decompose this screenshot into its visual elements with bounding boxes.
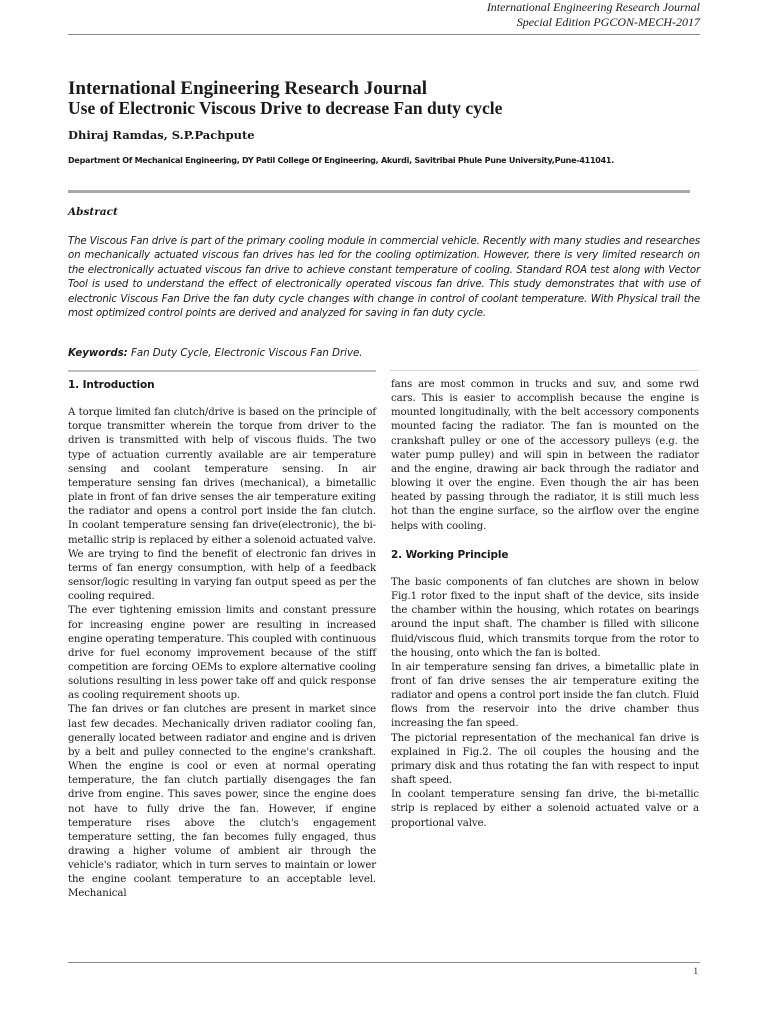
keywords <box>68 348 700 359</box>
journal-name: International Engineering Research Journal <box>68 78 428 99</box>
paragraph: The fan drives or fan clutches are present in market since last few decades. Mechanically driven radiator cooling fan, generally located between radiator and engine and is driven by a belt and pulley connected to the engine's crankshaft. When the engine is cool or even at normal operating temperature, the fan clutch partially disengages the fan drive from engine. This saves power, since the engine does not have to fully drive the fan. However, if engine temperature rises above the clutch's engagement temperature setting, the fan becomes fully engaged, thus drawing a higher volume of ambient air through the vehicle's radiator, which in turn serves to maintain or lower the engine coolant temperature to an acceptable level. Mechanical <box>68 704 376 900</box>
paragraph: The ever tightening emission limits and constant pressure for increasing engine power are resulting in increased engine operating temperature. This coupled with continuous drive for fuel economy improvement because of the stiff competition are forcing OEMs to explore alternative cooling solutions resulting in less power take off and quick response as cooling requirement shoots up. <box>68 605 376 702</box>
section-divider <box>68 190 690 193</box>
spacer <box>391 534 699 548</box>
paragraph: In coolant temperature sensing fan drive, the bi-metallic strip is replaced by either a solenoid actuated valve or a proportional valve. <box>391 789 699 829</box>
running-head-journal: International Engineering Research Journal <box>486 0 700 14</box>
affiliation: Department Of Mechanical Engineering, DY Patil College Of Engineering, Akurdi, Savitribai Phule Pune University,Pune-411041. <box>68 156 615 165</box>
paper-title: Use of Electronic Viscous Drive to decrease Fan duty cycle <box>68 98 503 118</box>
paragraph: In air temperature sensing fan drives, a bimetallic plate in front of fan drive senses the air temperature exiting the radiator and opens a control port inside the fan clutch. Fluid flows from the reservoir into the drive chamber thus increasing the fan speed. <box>391 661 699 730</box>
running-head <box>487 0 700 30</box>
left-column <box>68 378 376 902</box>
section-heading-working-principle: 2. Working Principle <box>391 548 509 561</box>
footer-rule <box>68 962 700 963</box>
left-column-rule <box>68 370 376 372</box>
running-head-edition: Special Edition PGCON-MECH-2017 <box>516 15 700 29</box>
right-column <box>391 378 699 831</box>
page-number: 1 <box>693 966 698 976</box>
paragraph: The pictorial representation of the mechanical fan drive is explained in Fig.2. The oil couples the housing and the primary disk and thus rotating the fan with respect to input shaft speed. <box>391 732 699 787</box>
paragraph: A torque limited fan clutch/drive is based on the principle of torque transmitter wherein the torque from driver to the driven is transmitted with help of viscous fluids. The two type of actuation currently available are air temperature sensing and coolant temperature sensing. In air temperature sensing fan drives (mechanical), a bimetallic plate in front of fan drive senses the air temperature exiting the radiator and opens a control port inside the fan clutch. In coolant temperature sensing fan drive(electronic), the bi-metallic strip is replaced by either a solenoid actuated valve. We are trying to find the benefit of electronic fan drives in terms of fan energy consumption, with help of a feedback sensor/logic resulting in varying fan output speed as per the cooling required. <box>68 407 376 603</box>
section-heading-introduction: 1. Introduction <box>68 379 155 391</box>
paragraph-continuation: fans are most common in trucks and suv, and some rwd cars. This is easier to accomplish because the engine is mounted longitudinally, with the belt accessory components mounted facing the radiator. The fan is mounted on the crankshaft pulley or one of the accessory pulleys (e.g. the water pump pulley) and will spin in between the radiator and the engine, drawing air back through the radiator and blowing it over the engine. Even though the air has been heated by passing through the radiator, it is still much less hot than the engine surface, so the airflow over the engine helps with cooling. <box>391 379 699 532</box>
paragraph: The basic components of fan clutches are shown in below Fig.1 rotor fixed to the input shaft of the device, sits inside the chamber within the housing, which rotates on bearings around the input shaft. The chamber is filled with silicone fluid/viscous fluid, which transmits torque from the rotor to the housing, onto which the fan is bolted. <box>391 576 699 659</box>
right-column-rule <box>390 370 699 371</box>
abstract-body: The Viscous Fan drive is part of the primary cooling module in commercial vehicle. Recently with many studies and researches on mechanically actuated viscous fan drives has led for the cooling optimization. However, there is very limited research on the electronically actuated viscous fan drive to achieve constant temperature of cooling. Standard ROA test along with Vector Tool is used to understand the effect of electronically operated viscous fan drive. This study demonstrates that with use of electronic Viscous Fan Drive the fan duty cycle changes with change in control of coolant temperature. With Physical trail the most optimized control points are derived and analyzed for saving in fan duty cycle. <box>68 236 700 320</box>
keywords-label: Keywords: <box>68 348 128 359</box>
header-rule <box>68 34 700 35</box>
authors: Dhiraj Ramdas, S.P.Pachpute <box>68 128 255 142</box>
abstract-heading: Abstract <box>68 206 118 218</box>
keywords-text: Fan Duty Cycle, Electronic Viscous Fan Drive. <box>127 348 363 359</box>
